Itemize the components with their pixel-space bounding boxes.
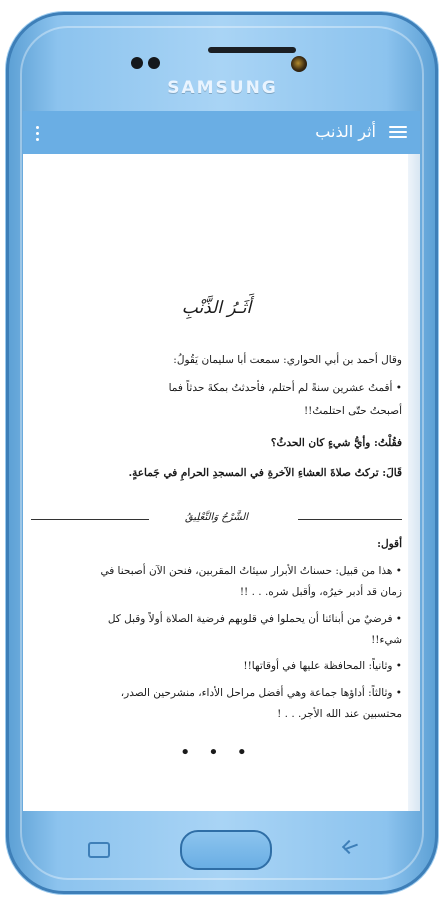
- book-page[interactable]: [23, 154, 408, 811]
- commentary-line: محتسبين عند الله الأجر. . . !: [277, 708, 402, 720]
- commentary-heading: أقول:: [377, 538, 402, 550]
- text-line: فقُلْتُ: وأيُّ شيءٍ كان الحدثُ؟: [270, 437, 402, 449]
- hamburger-menu-icon[interactable]: [386, 120, 410, 144]
- earpiece-speaker: [208, 47, 296, 53]
- home-button[interactable]: [180, 830, 272, 870]
- app-title: أثر الذنب: [315, 122, 376, 141]
- section-divider: [31, 512, 402, 526]
- text-line: • أقمتُ عشرين سنةً لم أحتلم، فأحدثتُ بمكةَ حدثاً فما: [168, 382, 402, 394]
- chapter-title: أَثَـرُ الذَّنْبِ: [181, 298, 252, 318]
- phone-screen: [23, 111, 420, 811]
- commentary-line: • وثالثاً: أداؤها جماعة وهي أفضل مراحل الأداء، منشرحين الصدر،: [120, 687, 402, 699]
- commentary-line: • فرضيٌ من أبنائنا أن يحملوا في قلوبهم فرضية الصلاة أولاً وقبل كل: [107, 613, 402, 625]
- divider-line-left: [31, 519, 149, 520]
- text-line: أصبحتُ حتّى احتلمتُ!!: [303, 405, 402, 417]
- section-label: الشَّرْحُ وَالتَّعْلِيقُ: [184, 512, 249, 523]
- commentary-line: • هذا من قبيل: حسناتُ الأبرار سيئاتُ المقربين، فنحن الآن أصبحنا في: [100, 565, 402, 577]
- front-camera-icon: [291, 56, 307, 72]
- proximity-sensor-icon: [131, 57, 143, 69]
- light-sensor-icon: [148, 57, 160, 69]
- recent-apps-key-icon[interactable]: [344, 842, 362, 854]
- page-scroll-edge[interactable]: [408, 154, 420, 811]
- text-line: قَالَ: تركتُ صلاةَ العشاءِ الآخرةِ في المسجدِ الحرامِ في جَماعةٍ.: [128, 467, 402, 479]
- device-brand-logo: SAMSUNG: [167, 78, 278, 98]
- commentary-line: زمان قد أدبر خيرُه، وأقبل شره. . . !!: [239, 586, 402, 598]
- text-line: وقال أحمد بن أبي الحواري: سمعت أبا سليمان يَقُولُ:: [173, 354, 402, 366]
- back-key-icon[interactable]: [88, 842, 110, 858]
- vertical-dots-icon[interactable]: [31, 121, 45, 145]
- commentary-line: • وثانياً: المحافظة عليها في أوقاتها!!: [243, 660, 402, 672]
- commentary-line: شيء!!: [371, 634, 402, 646]
- end-marker: • • •: [179, 742, 254, 763]
- app-bar: [23, 111, 420, 154]
